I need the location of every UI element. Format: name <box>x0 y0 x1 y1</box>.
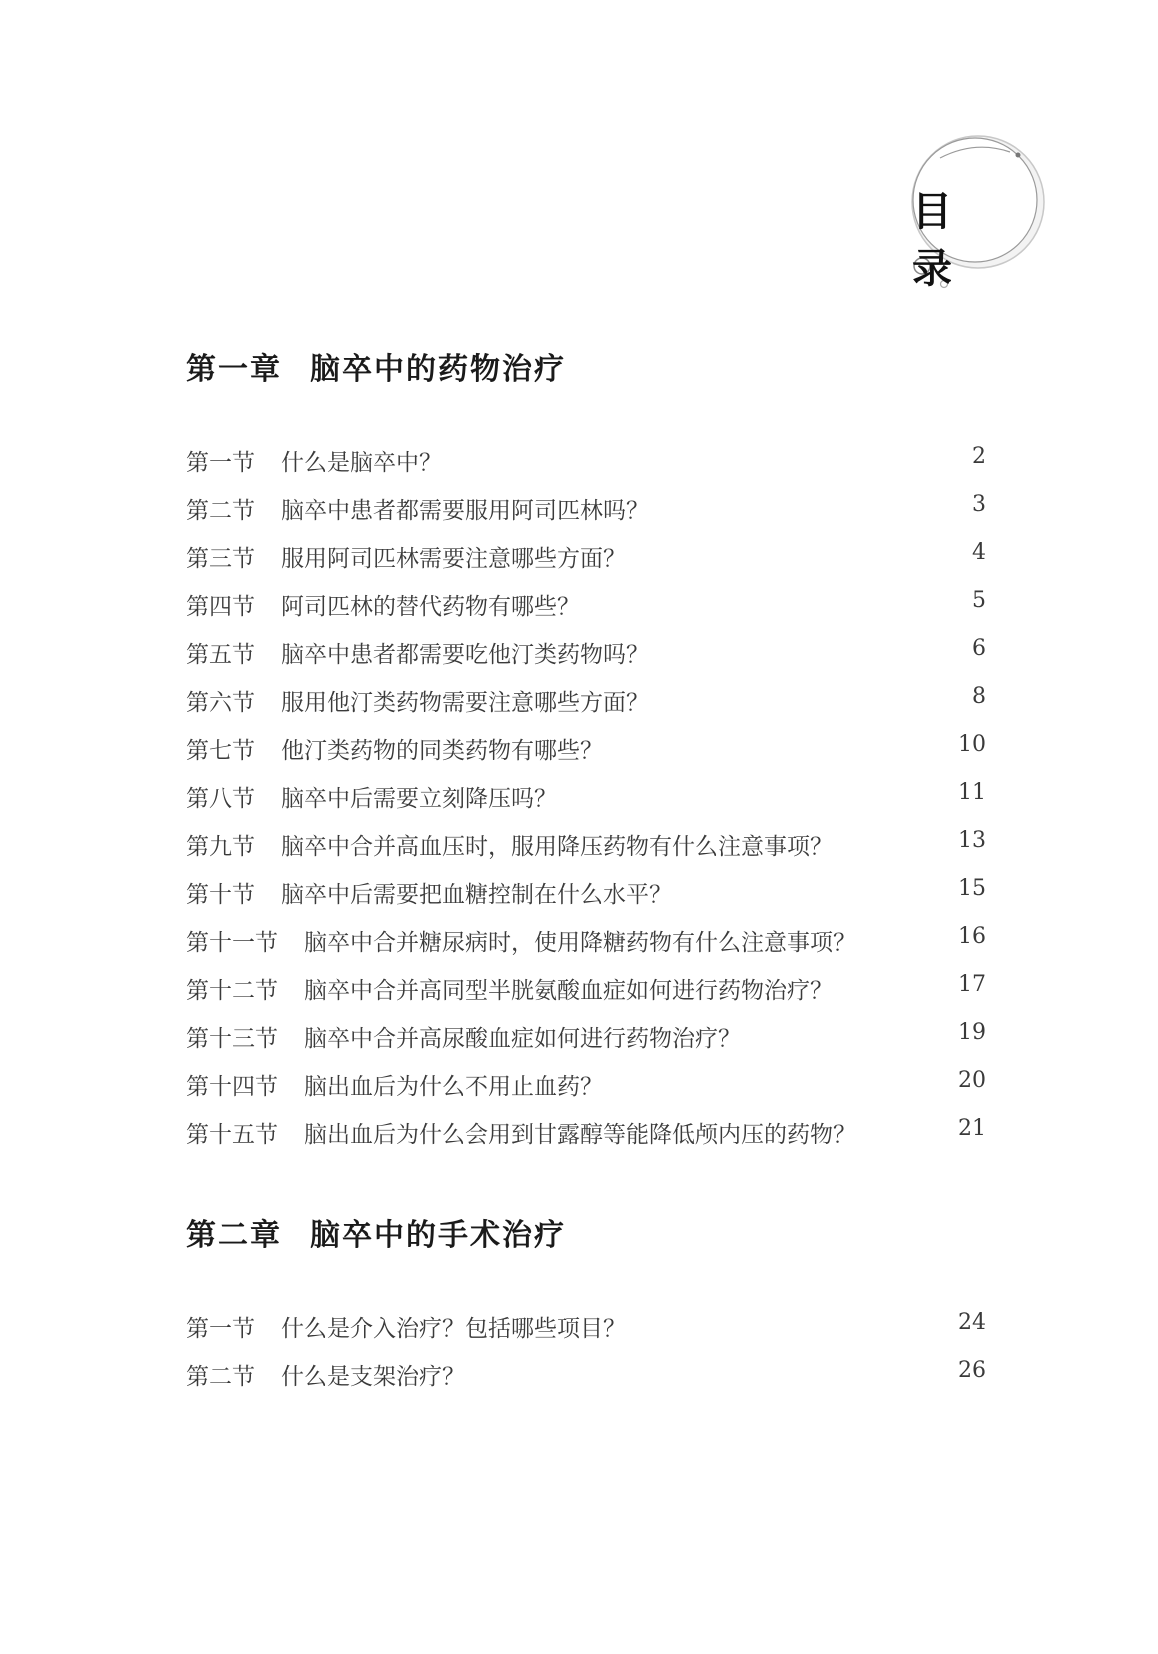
page-number: 26 <box>958 1358 986 1383</box>
section-number: 第十三节 <box>186 1026 278 1052</box>
toc-row[interactable] <box>186 828 986 868</box>
section-title: 脑卒中患者都需要吃他汀类药物吗？ <box>281 642 649 668</box>
section-number: 第三节 <box>186 546 255 572</box>
page-number: 21 <box>958 1116 986 1141</box>
chapter-title: 脑卒中的药物治疗 <box>310 352 566 387</box>
page-number: 15 <box>958 876 986 901</box>
page-number: 17 <box>958 972 986 997</box>
toc-row[interactable] <box>186 876 986 916</box>
toc-row[interactable] <box>186 780 986 820</box>
section-number: 第十二节 <box>186 978 278 1004</box>
section-title: 脑卒中合并高尿酸血症如何进行药物治疗？ <box>304 1026 741 1052</box>
toc-title: 目 录 <box>912 189 966 292</box>
section-title: 什么是支架治疗？ <box>281 1364 465 1390</box>
page-number: 8 <box>972 684 986 709</box>
toc-row[interactable] <box>186 1310 986 1350</box>
section-number: 第四节 <box>186 594 255 620</box>
toc-row[interactable] <box>186 1020 986 1060</box>
section-number: 第八节 <box>186 786 255 812</box>
section-number: 第二节 <box>186 1364 255 1390</box>
section-title: 脑卒中后需要立刻降压吗？ <box>281 786 557 812</box>
section-title: 脑卒中合并高血压时，服用降压药物有什么注意事项？ <box>281 834 833 860</box>
toc-row[interactable] <box>186 540 986 580</box>
section-number: 第一节 <box>186 450 255 476</box>
section-title: 脑出血后为什么不用止血药？ <box>304 1074 603 1100</box>
page-number: 10 <box>958 732 986 757</box>
section-title: 脑卒中患者都需要服用阿司匹林吗？ <box>281 498 649 524</box>
toc-row[interactable] <box>186 1068 986 1108</box>
page-number: 24 <box>958 1310 986 1335</box>
chapter-heading[interactable] <box>186 344 566 388</box>
section-number: 第九节 <box>186 834 255 860</box>
page-number: 19 <box>958 1020 986 1045</box>
section-title: 什么是介入治疗？包括哪些项目？ <box>281 1316 626 1342</box>
toc-row[interactable] <box>186 636 986 676</box>
section-title: 脑出血后为什么会用到甘露醇等能降低颅内压的药物？ <box>304 1122 856 1148</box>
page-number: 13 <box>958 828 986 853</box>
page-number: 4 <box>972 540 986 565</box>
toc-row[interactable] <box>186 972 986 1012</box>
section-number: 第十五节 <box>186 1122 278 1148</box>
section-title: 阿司匹林的替代药物有哪些？ <box>281 594 580 620</box>
toc-row[interactable] <box>186 684 986 724</box>
section-title: 脑卒中合并糖尿病时，使用降糖药物有什么注意事项？ <box>304 930 856 956</box>
chapter-number: 第一章 <box>186 352 282 387</box>
chapter-title: 脑卒中的手术治疗 <box>310 1218 566 1253</box>
chapter-heading[interactable] <box>186 1210 566 1254</box>
page-number: 3 <box>972 492 986 517</box>
toc-row[interactable] <box>186 924 986 964</box>
toc-row[interactable] <box>186 492 986 532</box>
toc-row[interactable] <box>186 588 986 628</box>
section-number: 第十一节 <box>186 930 278 956</box>
section-number: 第十四节 <box>186 1074 278 1100</box>
section-title: 脑卒中后需要把血糖控制在什么水平？ <box>281 882 672 908</box>
section-title: 脑卒中合并高同型半胱氨酸血症如何进行药物治疗？ <box>304 978 833 1004</box>
section-number: 第二节 <box>186 498 255 524</box>
section-title: 服用他汀类药物需要注意哪些方面？ <box>281 690 649 716</box>
section-title: 他汀类药物的同类药物有哪些？ <box>281 738 603 764</box>
page-number: 16 <box>958 924 986 949</box>
toc-row[interactable] <box>186 444 986 484</box>
page-number: 20 <box>958 1068 986 1093</box>
section-number: 第一节 <box>186 1316 255 1342</box>
section-number: 第十节 <box>186 882 255 908</box>
toc-row[interactable] <box>186 1116 986 1156</box>
page-number: 6 <box>972 636 986 661</box>
section-title: 什么是脑卒中？ <box>281 450 442 476</box>
page-number: 11 <box>958 780 986 805</box>
chapter-number: 第二章 <box>186 1218 282 1253</box>
section-number: 第六节 <box>186 690 255 716</box>
section-number: 第七节 <box>186 738 255 764</box>
section-number: 第五节 <box>186 642 255 668</box>
toc-row[interactable] <box>186 1358 986 1398</box>
page-number: 5 <box>972 588 986 613</box>
page-number: 2 <box>972 444 986 469</box>
toc-row[interactable] <box>186 732 986 772</box>
section-title: 服用阿司匹林需要注意哪些方面？ <box>281 546 626 572</box>
